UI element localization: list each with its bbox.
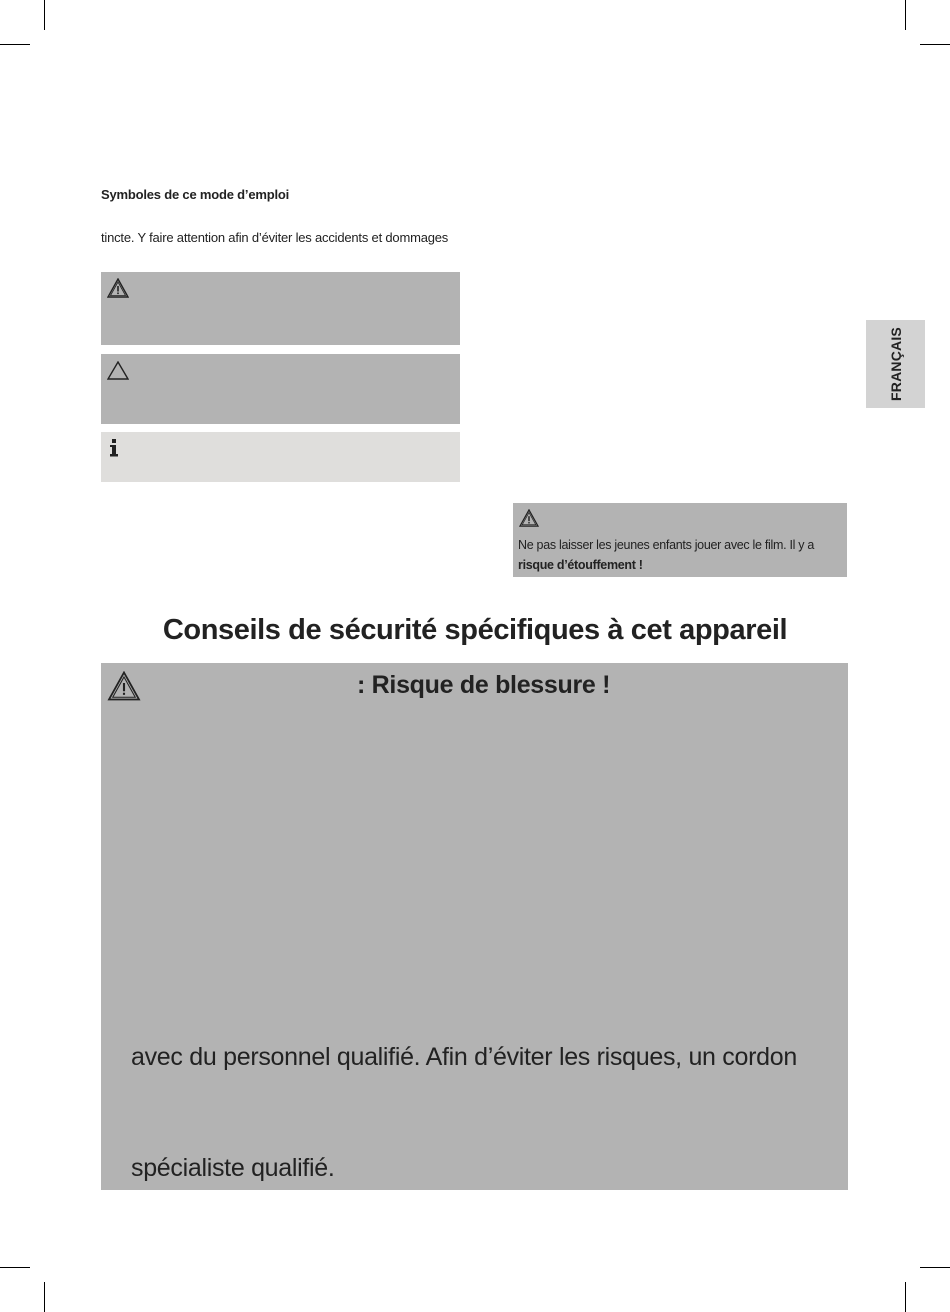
risk-title: : Risque de blessure !: [357, 671, 611, 699]
safety-title: Conseils de sécurité spécifiques à cet appareil: [162, 614, 788, 646]
info-icon: [107, 438, 121, 463]
film-warning-line: Ne pas laisser les jeunes enfants jouer avec le film. Il y a: [518, 538, 815, 552]
crop-mark: [905, 0, 906, 30]
warning-triangle-icon: [107, 278, 129, 298]
crop-mark: [920, 44, 950, 45]
caution-triangle-icon: [107, 361, 129, 381]
language-tab: [866, 320, 925, 408]
caution-box: [101, 354, 460, 424]
warning-box: [101, 272, 460, 345]
crop-mark: [44, 1282, 45, 1312]
safety-text-line: spécialiste qualifié.: [131, 1154, 335, 1182]
film-warning-box: [513, 503, 847, 577]
film-warning-bold: risque d’étouffement !: [518, 558, 643, 572]
crop-mark: [0, 44, 30, 45]
language-tab-label: FRANÇAIS: [887, 327, 904, 401]
safety-text-line: avec du personnel qualifié. Afin d’éviter les risques, un cordon: [131, 1043, 797, 1071]
crop-mark: [44, 0, 45, 30]
warning-triangle-icon: [107, 671, 141, 701]
crop-mark: [905, 1282, 906, 1312]
info-box: [101, 432, 460, 482]
crop-mark: [0, 1267, 30, 1268]
symbols-heading: Symboles de ce mode d’emploi: [101, 187, 290, 202]
safety-box: [101, 663, 848, 1190]
film-warning-text: [518, 535, 843, 575]
intro-text: tincte. Y faire attention afin d’éviter les accidents et dommages: [101, 230, 449, 245]
warning-triangle-icon: [519, 509, 539, 527]
crop-mark: [920, 1267, 950, 1268]
